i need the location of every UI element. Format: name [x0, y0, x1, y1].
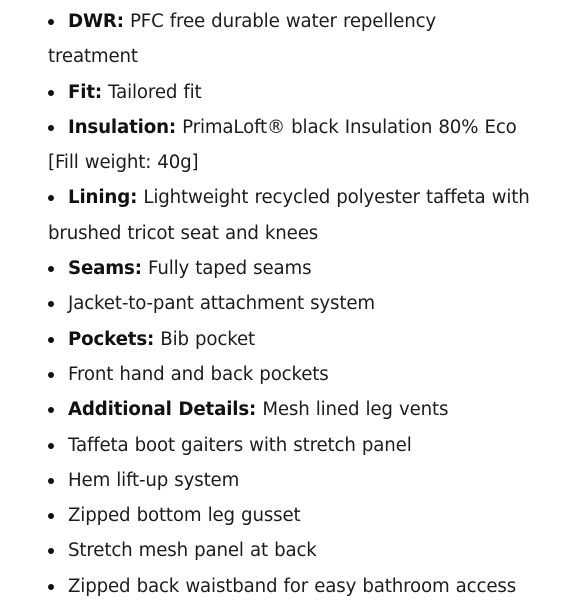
spec-item-fit [48, 75, 530, 110]
spec-text: PrimaLoft® black Insulation 80% Eco [Fill weight: 40g] [48, 116, 517, 174]
spec-label: Seams: [68, 258, 142, 280]
spec-label: Insulation: [68, 116, 176, 138]
spec-item-waistband [48, 569, 530, 604]
spec-text: Lightweight recycled polyester taffeta with brushed tricot seat and knees [48, 187, 530, 244]
spec-label: Additional Details: [68, 399, 257, 421]
bullet-icon [48, 407, 54, 413]
spec-item-boot-gaiters [48, 428, 530, 463]
spec-text: Front hand and back pockets [68, 363, 329, 385]
bullet-icon [48, 443, 54, 449]
spec-text: Stretch mesh panel at back [68, 540, 317, 562]
bullet-icon [48, 90, 54, 96]
spec-item-dwr [48, 4, 530, 75]
bullet-icon [48, 337, 54, 343]
spec-text: PFC free durable water repellency treatment [48, 11, 437, 68]
spec-item-leg-gusset [48, 498, 530, 533]
spec-text: Mesh lined leg vents [262, 399, 449, 421]
spec-item-attachment [48, 286, 530, 321]
spec-item-seams [48, 251, 530, 286]
bullet-icon [48, 195, 54, 201]
spec-item-additional-details [48, 392, 530, 427]
spec-label: Fit: [68, 81, 103, 103]
spec-text: Zipped bottom leg gusset [68, 505, 301, 527]
spec-item-insulation [48, 110, 530, 181]
spec-text: Hem lift-up system [68, 469, 240, 491]
bullet-icon [48, 125, 54, 131]
spec-item-stretch-panel [48, 533, 530, 568]
spec-item-hem-lift [48, 463, 530, 498]
spec-text: Jacket-to-pant attachment system [68, 293, 375, 315]
bullet-icon [48, 584, 54, 590]
spec-label: Lining: [68, 187, 138, 209]
spec-text: Taffeta boot gaiters with stretch panel [68, 434, 412, 456]
spec-text: Fully taped seams [148, 258, 312, 280]
spec-item-lining [48, 180, 530, 251]
product-spec-list [48, 4, 530, 604]
spec-text: Tailored fit [108, 81, 202, 103]
bullet-icon [48, 19, 54, 25]
bullet-icon [48, 513, 54, 519]
spec-item-pockets [48, 322, 530, 357]
bullet-icon [48, 266, 54, 272]
spec-label: DWR: [68, 11, 124, 32]
spec-item-hand-pockets [48, 357, 530, 392]
bullet-icon [48, 548, 54, 554]
spec-label: Pockets: [68, 328, 155, 350]
spec-text: Bib pocket [160, 328, 256, 350]
bullet-icon [48, 301, 54, 307]
bullet-icon [48, 372, 54, 378]
bullet-icon [48, 478, 54, 484]
spec-text: Zipped back waistband for easy bathroom access [68, 575, 517, 597]
